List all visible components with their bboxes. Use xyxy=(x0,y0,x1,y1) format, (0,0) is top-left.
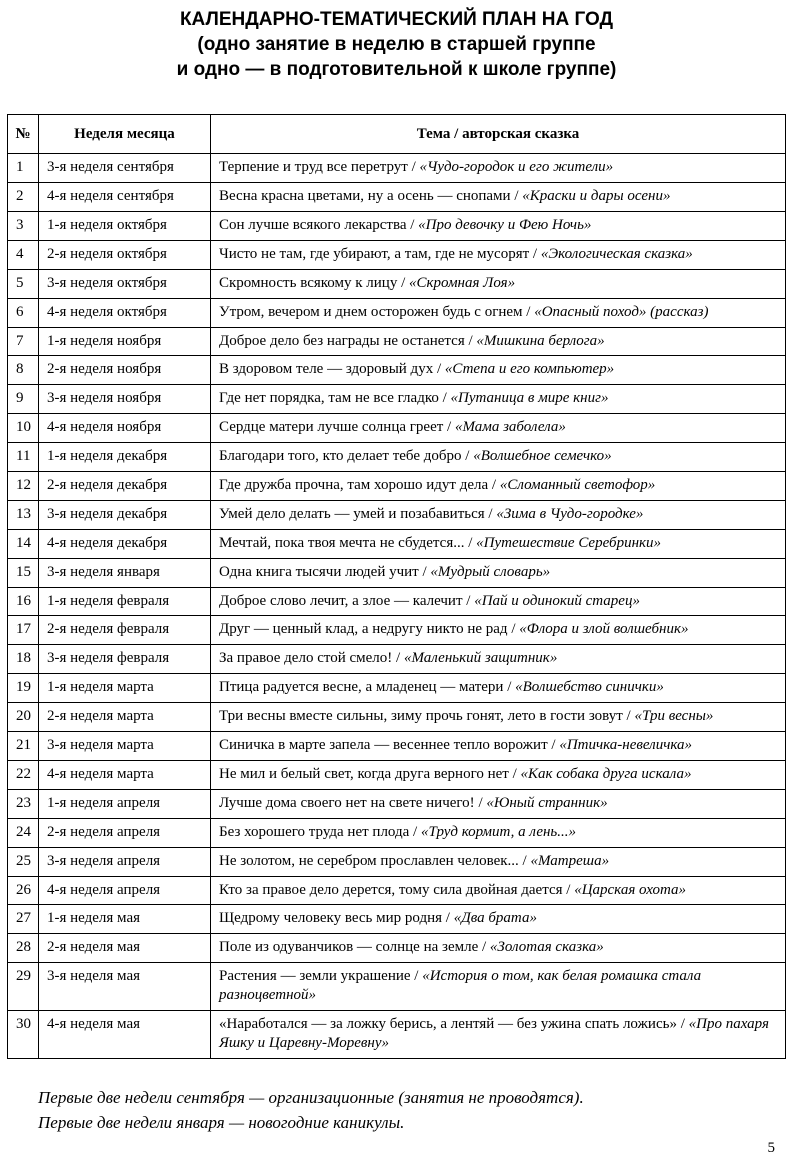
row-week: 4-я неделя ноября xyxy=(39,414,211,443)
table-row xyxy=(8,327,786,356)
row-theme xyxy=(211,934,786,963)
row-number: 13 xyxy=(8,500,39,529)
row-theme xyxy=(211,760,786,789)
row-tale-title: «Сломанный светофор» xyxy=(499,477,656,494)
row-number: 29 xyxy=(8,963,39,1011)
row-theme-text: Не мил и белый свет, когда друга верного нет xyxy=(219,765,509,782)
col-header-num: № xyxy=(8,115,39,154)
table-row xyxy=(8,529,786,558)
row-week: 2-я неделя мая xyxy=(39,934,211,963)
row-tale-title: «Птичка-невеличка» xyxy=(559,737,693,754)
row-tale-title: «Матреша» xyxy=(530,852,610,869)
row-tale-title: «Маленький защитник» xyxy=(403,650,558,667)
table-row xyxy=(8,789,786,818)
row-theme xyxy=(211,212,786,241)
row-theme-separator: / xyxy=(622,708,635,725)
note-line-1: Первые две недели сентября — организационные (занятия не проводятся). xyxy=(38,1087,584,1107)
row-number: 27 xyxy=(8,905,39,934)
row-week: 4-я неделя апреля xyxy=(39,876,211,905)
plan-table xyxy=(7,114,786,1059)
row-theme-separator: / xyxy=(438,390,451,407)
row-theme-separator: / xyxy=(503,679,516,696)
table-row xyxy=(8,443,786,472)
row-number: 2 xyxy=(8,183,39,212)
row-theme-text: Доброе дело без награды не останется xyxy=(219,332,465,349)
row-tale-title: «Экологическая сказка» xyxy=(540,245,693,262)
row-theme xyxy=(211,356,786,385)
row-number: 14 xyxy=(8,529,39,558)
row-theme-separator: / xyxy=(529,245,541,262)
row-number: 6 xyxy=(8,298,39,327)
row-theme-separator: / xyxy=(562,881,575,898)
row-week: 4-я неделя декабря xyxy=(39,529,211,558)
row-theme-separator: / xyxy=(392,650,404,667)
row-week: 3-я неделя марта xyxy=(39,732,211,761)
row-week: 1-я неделя ноября xyxy=(39,327,211,356)
row-week: 3-я неделя декабря xyxy=(39,500,211,529)
row-week: 4-я неделя марта xyxy=(39,760,211,789)
table-row xyxy=(8,645,786,674)
row-theme-text: Птица радуется весне, а младенец — матери xyxy=(219,679,504,696)
row-theme-text: Одна книга тысячи людей учит xyxy=(219,563,419,580)
row-week: 3-я неделя сентября xyxy=(39,154,211,183)
row-number: 28 xyxy=(8,934,39,963)
row-theme-text: Утром, вечером и днем осторожен будь с огнем xyxy=(219,303,523,320)
row-week: 3-я неделя октября xyxy=(39,269,211,298)
row-theme xyxy=(211,616,786,645)
row-theme-text: Синичка в марте запела — весеннее тепло ворожит xyxy=(219,737,548,754)
row-theme xyxy=(211,414,786,443)
row-week: 4-я неделя мая xyxy=(39,1010,211,1058)
table-row xyxy=(8,356,786,385)
document-header xyxy=(0,7,793,82)
row-theme xyxy=(211,789,786,818)
row-tale-title: «Волшебное семечко» xyxy=(473,448,612,465)
row-number: 21 xyxy=(8,732,39,761)
row-week: 1-я неделя мая xyxy=(39,905,211,934)
row-tale-title: «Зима в Чудо-городке» xyxy=(496,505,644,522)
row-tale-title: «Скромная Лоя» xyxy=(409,274,516,291)
table-row xyxy=(8,472,786,501)
page-subtitle-line1: (одно занятие в неделю в старшей группе xyxy=(197,34,596,56)
col-header-theme: Тема / авторская сказка xyxy=(211,115,786,154)
row-theme-text: Доброе слово лечит, а злое — калечит xyxy=(219,592,463,609)
row-theme-separator: / xyxy=(410,968,423,985)
row-week: 3-я неделя мая xyxy=(39,963,211,1011)
row-theme-text: Не золотом, не серебром прославлен человек... xyxy=(219,852,519,869)
row-theme-text: Щедрому человеку весь мир родня xyxy=(219,910,443,927)
row-number: 7 xyxy=(8,327,39,356)
table-row xyxy=(8,674,786,703)
row-theme xyxy=(211,645,786,674)
row-theme-separator: / xyxy=(418,563,431,580)
row-week: 3-я неделя апреля xyxy=(39,847,211,876)
row-theme xyxy=(211,154,786,183)
row-week: 3-я неделя февраля xyxy=(39,645,211,674)
table-row xyxy=(8,818,786,847)
row-tale-title: «Царская охота» xyxy=(574,881,687,898)
row-tale-title: «Краски и дары осени» xyxy=(522,188,671,205)
row-number: 18 xyxy=(8,645,39,674)
row-theme xyxy=(211,847,786,876)
row-tale-title: «Про пахаря Яшку и Царевну-Моревну» xyxy=(219,1015,769,1051)
row-theme-separator: / xyxy=(462,592,475,609)
row-theme xyxy=(211,298,786,327)
row-theme-text: Мечтай, пока твоя мечта не сбудется... xyxy=(219,534,465,551)
row-theme-text: Скромность всякому к лицу xyxy=(219,274,398,291)
row-tale-title: «Про девочку и Фею Ночь» xyxy=(418,217,592,234)
row-theme-text: Весна красна цветами, ну а осень — снопами xyxy=(219,188,511,205)
row-week: 4-я неделя октября xyxy=(39,298,211,327)
row-number: 8 xyxy=(8,356,39,385)
row-theme-text: Где дружба прочна, там хорошо идут дела xyxy=(219,477,489,494)
table-row xyxy=(8,154,786,183)
row-theme-separator: / xyxy=(433,361,445,378)
row-tale-title: «Как собака друга искала» xyxy=(520,765,692,782)
row-theme xyxy=(211,732,786,761)
row-week: 2-я неделя ноября xyxy=(39,356,211,385)
row-theme xyxy=(211,529,786,558)
row-tale-title: «Степа и его компьютер» xyxy=(444,361,615,378)
row-theme xyxy=(211,472,786,501)
row-theme xyxy=(211,703,786,732)
table-row xyxy=(8,616,786,645)
row-number: 5 xyxy=(8,269,39,298)
row-theme-text: Где нет порядка, там не все гладко xyxy=(219,390,439,407)
table-row xyxy=(8,847,786,876)
row-number: 16 xyxy=(8,587,39,616)
row-tale-title: «Золотая сказка» xyxy=(489,939,604,956)
table-row xyxy=(8,934,786,963)
row-theme-separator: / xyxy=(406,217,419,234)
row-number: 25 xyxy=(8,847,39,876)
row-theme-text: Сон лучше всякого лекарства xyxy=(219,217,407,234)
table-row xyxy=(8,298,786,327)
table-row xyxy=(8,385,786,414)
row-theme-text: Три весны вместе сильны, зиму прочь гонят, лето в гости зовут xyxy=(219,708,623,725)
row-tale-title: «Чудо-городок и его жители» xyxy=(419,159,614,176)
row-theme-separator: / xyxy=(488,477,500,494)
row-theme-separator: / xyxy=(397,274,409,291)
row-number: 30 xyxy=(8,1010,39,1058)
row-tale-title: «Мудрый словарь» xyxy=(430,563,551,580)
row-tale-title: «Два брата» xyxy=(453,910,537,927)
table-row xyxy=(8,963,786,1011)
row-tale-title: «Юный странник» xyxy=(486,794,608,811)
row-theme xyxy=(211,183,786,212)
table-row xyxy=(8,183,786,212)
page-subtitle-line2: и одно — в подготовительной к школе группе) xyxy=(176,59,617,81)
row-theme-separator: / xyxy=(474,794,487,811)
table-row xyxy=(8,905,786,934)
table-row xyxy=(8,760,786,789)
row-theme-separator: / xyxy=(522,303,535,320)
row-theme xyxy=(211,1010,786,1058)
row-theme xyxy=(211,905,786,934)
row-tale-title: «Мишкина берлога» xyxy=(476,332,605,349)
row-theme xyxy=(211,500,786,529)
table-row xyxy=(8,1010,786,1058)
page-title: КАЛЕНДАРНО-ТЕМАТИЧЕСКИЙ ПЛАН НА ГОД xyxy=(179,9,614,30)
row-week: 1-я неделя октября xyxy=(39,212,211,241)
row-theme-separator: / xyxy=(507,621,520,638)
row-theme-separator: / xyxy=(442,910,454,927)
row-number: 26 xyxy=(8,876,39,905)
row-theme xyxy=(211,443,786,472)
row-number: 24 xyxy=(8,818,39,847)
row-theme xyxy=(211,818,786,847)
col-header-week: Неделя месяца xyxy=(39,115,211,154)
row-theme-text: Лучше дома своего нет на свете ничего! xyxy=(219,794,475,811)
row-theme-text: За правое дело стой смело! xyxy=(219,650,393,667)
row-theme xyxy=(211,558,786,587)
row-theme xyxy=(211,385,786,414)
row-theme xyxy=(211,876,786,905)
row-theme-text: Кто за правое дело дерется, тому сила двойная дается xyxy=(219,881,563,898)
row-theme-separator: / xyxy=(443,419,455,436)
table-row xyxy=(8,414,786,443)
row-theme-text: «Наработался — за ложку берись, а лентяй — без ужина спать ложись» xyxy=(219,1015,677,1032)
row-theme xyxy=(211,269,786,298)
table-row xyxy=(8,558,786,587)
row-theme-text: Растения — земли украшение xyxy=(219,968,411,985)
footer-notes xyxy=(38,1085,753,1136)
row-week: 2-я неделя марта xyxy=(39,703,211,732)
row-number: 20 xyxy=(8,703,39,732)
row-theme-separator: / xyxy=(409,823,421,840)
row-theme-separator: / xyxy=(407,159,420,176)
table-row xyxy=(8,240,786,269)
row-number: 1 xyxy=(8,154,39,183)
row-theme-text: Сердце матери лучше солнца греет xyxy=(219,419,444,436)
table-row xyxy=(8,703,786,732)
row-week: 2-я неделя февраля xyxy=(39,616,211,645)
row-theme-separator: / xyxy=(464,332,477,349)
row-number: 23 xyxy=(8,789,39,818)
row-theme-text: В здоровом теле — здоровый дух xyxy=(219,361,434,378)
row-theme-separator: / xyxy=(518,852,531,869)
row-week: 1-я неделя апреля xyxy=(39,789,211,818)
row-number: 15 xyxy=(8,558,39,587)
row-tale-title: «Три весны» xyxy=(634,708,714,725)
row-number: 19 xyxy=(8,674,39,703)
row-number: 10 xyxy=(8,414,39,443)
row-number: 22 xyxy=(8,760,39,789)
row-week: 1-я неделя февраля xyxy=(39,587,211,616)
row-week: 2-я неделя апреля xyxy=(39,818,211,847)
table-row xyxy=(8,587,786,616)
row-week: 4-я неделя сентября xyxy=(39,183,211,212)
row-theme-separator: / xyxy=(510,188,523,205)
row-tale-title: «Путешествие Серебринки» xyxy=(476,534,662,551)
row-number: 4 xyxy=(8,240,39,269)
row-tale-title: «Волшебство синички» xyxy=(515,679,664,696)
row-tale-title: «Путаница в мире книг» xyxy=(450,390,609,407)
table-row xyxy=(8,500,786,529)
row-theme xyxy=(211,674,786,703)
row-tale-title: «Опасный поход» (рассказ) xyxy=(534,303,709,320)
row-week: 2-я неделя октября xyxy=(39,240,211,269)
row-week: 1-я неделя марта xyxy=(39,674,211,703)
row-tale-title: «Труд кормит, а лень...» xyxy=(420,823,577,840)
table-header-row xyxy=(8,115,786,154)
table-row xyxy=(8,876,786,905)
row-theme-separator: / xyxy=(461,448,474,465)
row-number: 12 xyxy=(8,472,39,501)
row-week: 2-я неделя декабря xyxy=(39,472,211,501)
row-number: 3 xyxy=(8,212,39,241)
table-row xyxy=(8,212,786,241)
row-theme-text: Терпение и труд все перетрут xyxy=(219,159,408,176)
row-theme-text: Друг — ценный клад, а недругу никто не рад xyxy=(219,621,508,638)
row-week: 1-я неделя декабря xyxy=(39,443,211,472)
row-theme-separator: / xyxy=(547,737,560,754)
table-row xyxy=(8,269,786,298)
row-theme-text: Умей дело делать — умей и позабавиться xyxy=(219,505,485,522)
row-tale-title: «История о том, как белая ромашка стала разноцветной» xyxy=(219,968,702,1004)
row-number: 11 xyxy=(8,443,39,472)
row-theme xyxy=(211,240,786,269)
row-theme-text: Чисто не там, где убирают, а там, где не мусорят xyxy=(219,245,530,262)
row-theme-separator: / xyxy=(508,765,521,782)
row-tale-title: «Пай и одинокий старец» xyxy=(474,592,640,609)
page-number: 5 xyxy=(767,1140,775,1156)
row-theme-separator: / xyxy=(676,1015,689,1032)
row-theme-separator: / xyxy=(484,505,497,522)
row-number: 9 xyxy=(8,385,39,414)
row-theme xyxy=(211,963,786,1011)
row-theme-text: Без хорошего труда нет плода xyxy=(219,823,410,840)
row-tale-title: «Мама заболела» xyxy=(454,419,566,436)
row-number: 17 xyxy=(8,616,39,645)
row-theme xyxy=(211,327,786,356)
note-line-2: Первые две недели января — новогодние каникулы. xyxy=(38,1113,405,1133)
row-week: 3-я неделя ноября xyxy=(39,385,211,414)
table-row xyxy=(8,732,786,761)
row-theme-separator: / xyxy=(464,534,477,551)
row-theme-separator: / xyxy=(478,939,490,956)
row-theme-text: Благодари того, кто делает тебе добро xyxy=(219,448,462,465)
row-theme-text: Поле из одуванчиков — солнце на земле xyxy=(219,939,479,956)
row-theme xyxy=(211,587,786,616)
row-week: 3-я неделя января xyxy=(39,558,211,587)
row-tale-title: «Флора и злой волшебник» xyxy=(519,621,689,638)
